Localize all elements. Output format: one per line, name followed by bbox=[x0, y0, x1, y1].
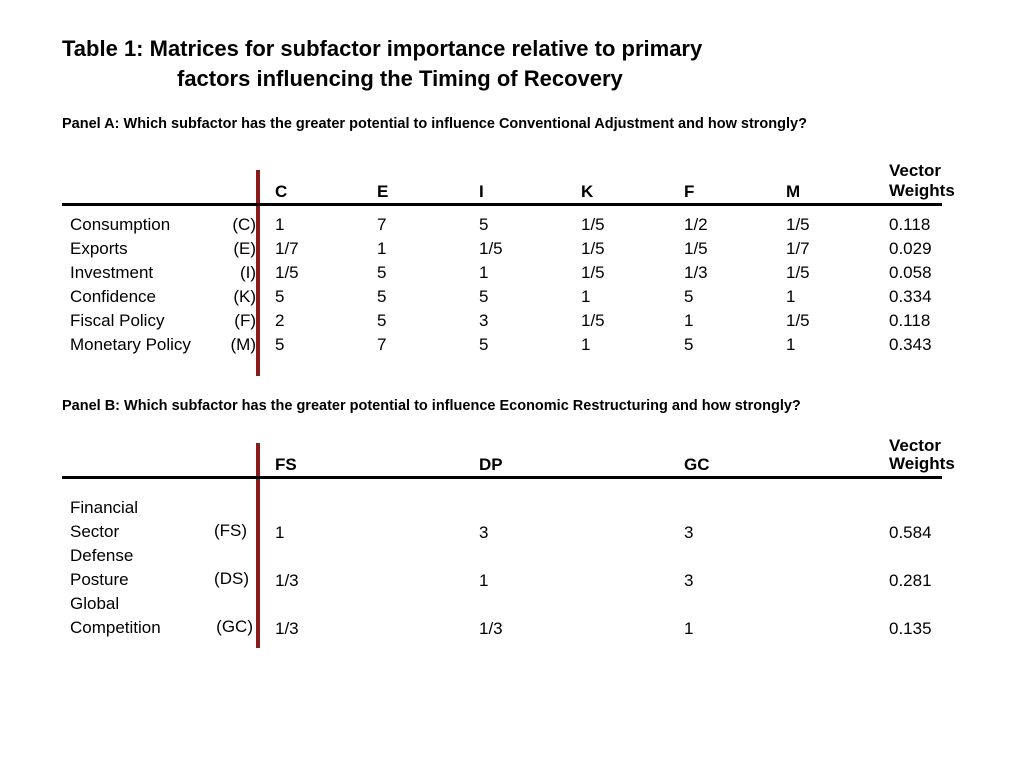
matrix-cell: 1/3 bbox=[684, 263, 708, 282]
row-label: Confidence bbox=[70, 287, 157, 306]
vector-weight: 0.029 bbox=[889, 239, 932, 258]
matrix-cell: 1/5 bbox=[581, 239, 605, 258]
row-label-line-1: Financial bbox=[70, 498, 139, 517]
row-label-line-1: Global bbox=[70, 594, 120, 613]
vector-label: Vector bbox=[889, 161, 941, 180]
vector-weight: 0.334 bbox=[889, 287, 932, 306]
panel-a-divider bbox=[256, 170, 260, 376]
matrix-cell: 1 bbox=[479, 263, 489, 282]
matrix-cell: 3 bbox=[479, 311, 489, 330]
row-label bbox=[70, 592, 161, 640]
row-label-line-2: Posture bbox=[70, 570, 129, 589]
panel-a-heading: Panel A: Which subfactor has the greater potential to influence Conventional Adjustment and how strongly? bbox=[62, 116, 807, 132]
matrix-cell: 3 bbox=[684, 523, 694, 542]
matrix-cell: 5 bbox=[377, 311, 387, 330]
matrix-cell: 3 bbox=[684, 571, 694, 590]
row-abbr: (E) bbox=[233, 239, 256, 258]
panel-b-divider bbox=[256, 443, 260, 648]
vector-weight: 0.281 bbox=[889, 571, 932, 590]
row-abbr: (I) bbox=[239, 263, 256, 282]
panel-a-vector-weights-header bbox=[889, 161, 955, 201]
row-label: Investment bbox=[70, 263, 154, 282]
matrix-cell: 1/5 bbox=[581, 263, 605, 282]
matrix-cell: 5 bbox=[479, 335, 489, 354]
weights-label: Weights bbox=[889, 454, 955, 473]
matrix-cell: 1 bbox=[786, 335, 796, 354]
row-label: Exports bbox=[70, 239, 128, 258]
matrix-cell: 1 bbox=[275, 215, 285, 234]
matrix-cell: 1/5 bbox=[275, 263, 299, 282]
matrix-cell: 1/5 bbox=[581, 311, 605, 330]
matrix-cell: 1/5 bbox=[581, 215, 605, 234]
table-title-line-1: Table 1: Matrices for subfactor importance relative to primary bbox=[62, 36, 703, 61]
matrix-cell: 1/3 bbox=[479, 619, 503, 638]
row-label bbox=[70, 544, 133, 592]
matrix-cell: 5 bbox=[377, 287, 387, 306]
row-abbr: (C) bbox=[232, 215, 256, 234]
panel-a-col-header: E bbox=[377, 182, 389, 201]
matrix-cell: 5 bbox=[479, 287, 489, 306]
panel-a-col-header: K bbox=[581, 182, 594, 201]
matrix-cell: 1/5 bbox=[786, 263, 810, 282]
row-abbr: (F) bbox=[234, 311, 256, 330]
row-abbr: (DS) bbox=[214, 569, 249, 588]
matrix-cell: 5 bbox=[275, 335, 285, 354]
panel-a-header-rule bbox=[62, 203, 942, 206]
matrix-cell: 1/5 bbox=[786, 215, 810, 234]
row-label: Monetary Policy bbox=[70, 335, 191, 354]
vector-weight: 0.135 bbox=[889, 619, 932, 638]
panel-b-col-header: GC bbox=[684, 455, 710, 474]
matrix-cell: 1 bbox=[684, 311, 694, 330]
matrix-cell: 2 bbox=[275, 311, 285, 330]
panel-a-col-header: F bbox=[684, 182, 695, 201]
panel-a-col-header: C bbox=[275, 182, 288, 201]
row-abbr: (GC) bbox=[216, 617, 253, 636]
row-abbr: (M) bbox=[230, 335, 256, 354]
matrix-cell: 1 bbox=[581, 335, 591, 354]
row-label-line-2: Competition bbox=[70, 618, 161, 637]
matrix-cell: 1 bbox=[275, 523, 285, 542]
matrix-cell: 1/7 bbox=[275, 239, 299, 258]
matrix-cell: 1 bbox=[581, 287, 591, 306]
matrix-cell: 3 bbox=[479, 523, 489, 542]
row-label: Fiscal Policy bbox=[70, 311, 165, 330]
panel-a-col-header: M bbox=[786, 182, 801, 201]
vector-weight: 0.118 bbox=[889, 311, 931, 330]
matrix-cell: 1/3 bbox=[275, 571, 299, 590]
vector-label: Vector bbox=[889, 436, 941, 455]
row-label: Consumption bbox=[70, 215, 171, 234]
panel-a-col-header: I bbox=[479, 182, 484, 201]
vector-weight: 0.584 bbox=[889, 523, 932, 542]
matrix-cell: 1 bbox=[684, 619, 694, 638]
matrix-cell: 1/3 bbox=[275, 619, 299, 638]
matrix-cell: 1/5 bbox=[479, 239, 503, 258]
table-title-line-2: factors influencing the Timing of Recovery bbox=[177, 66, 623, 91]
vector-weight: 0.058 bbox=[889, 263, 932, 282]
matrix-cell: 5 bbox=[377, 263, 387, 282]
matrix-cell: 5 bbox=[275, 287, 285, 306]
panel-b-col-header: DP bbox=[479, 455, 503, 474]
matrix-cell: 1/5 bbox=[786, 311, 810, 330]
matrix-cell: 1/5 bbox=[684, 239, 708, 258]
matrix-cell: 1/7 bbox=[786, 239, 810, 258]
vector-weight: 0.343 bbox=[889, 335, 932, 354]
matrix-cell: 7 bbox=[377, 335, 387, 354]
matrix-cell: 1 bbox=[786, 287, 796, 306]
vector-weight: 0.118 bbox=[889, 215, 931, 234]
matrix-cell: 7 bbox=[377, 215, 387, 234]
row-label-line-1: Defense bbox=[70, 546, 134, 565]
matrix-cell: 1 bbox=[479, 571, 489, 590]
row-abbr: (K) bbox=[233, 287, 256, 306]
matrix-cell: 5 bbox=[684, 287, 694, 306]
row-abbr: (FS) bbox=[213, 521, 247, 540]
row-label-line-2: Sector bbox=[70, 522, 120, 541]
panel-b-heading: Panel B: Which subfactor has the greater potential to influence Economic Restructuring and how strongly? bbox=[62, 398, 801, 414]
weights-label: Weights bbox=[889, 181, 955, 200]
matrix-cell: 5 bbox=[479, 215, 489, 234]
panel-b-vector-weights-header bbox=[889, 437, 955, 473]
matrix-cell: 1/2 bbox=[684, 215, 708, 234]
panel-b-header-rule bbox=[62, 476, 942, 479]
row-label bbox=[70, 496, 138, 544]
matrix-cell: 5 bbox=[684, 335, 694, 354]
matrix-cell: 1 bbox=[377, 239, 387, 258]
panel-b-col-header: FS bbox=[275, 455, 297, 474]
table-title bbox=[62, 34, 702, 94]
